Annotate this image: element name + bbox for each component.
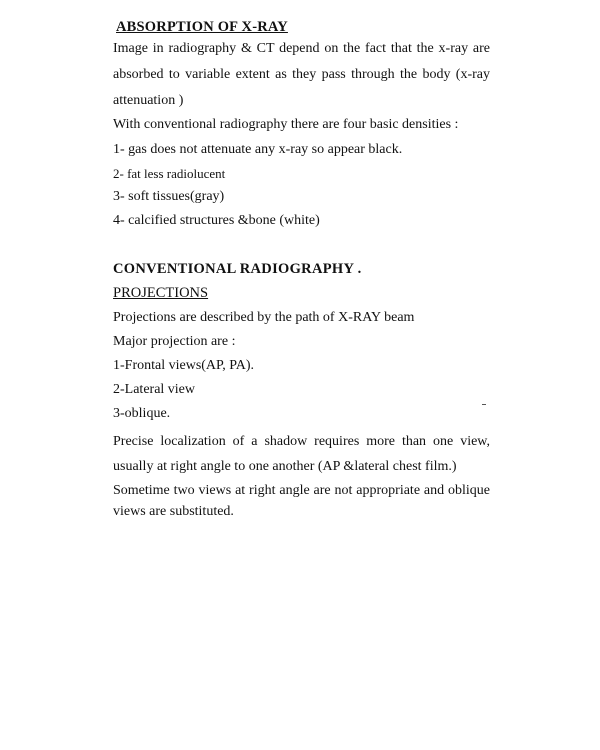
substitution-line-1: Sometime two views at right angle are not appropriate and oblique (113, 483, 490, 498)
projection-item-lateral: 2-Lateral view (113, 382, 196, 397)
intro-line-1: Image in radiography & CT depend on the fact that the x-ray are (113, 41, 490, 56)
section-title-conventional-radiography: CONVENTIONAL RADIOGRAPHY . (113, 261, 362, 277)
substitution-line-2: views are substituted. (113, 504, 234, 519)
projections-description: Projections are described by the path of X-RAY beam (113, 310, 415, 325)
density-item-gas: 1- gas does not attenuate any x-ray so appear black. (113, 142, 403, 157)
major-projection-intro: Major projection are : (113, 334, 236, 349)
intro-line-2: absorbed to variable extent as they pass through the body (x-ray (113, 67, 490, 82)
intro-line-3: attenuation ) (113, 93, 184, 108)
localization-line-2: usually at right angle to one another (AP &lateral chest film.) (113, 459, 457, 474)
section-title-absorption: ABSORPTION OF X-RAY (116, 19, 288, 35)
projection-item-oblique: 3-oblique. (113, 406, 171, 421)
density-item-bone: 4- calcified structures &bone (white) (113, 213, 320, 228)
section-subtitle-projections: PROJECTIONS (113, 285, 209, 301)
scan-artifact-mark (482, 404, 486, 405)
density-item-fat: 2- fat less radiolucent (113, 166, 226, 181)
projection-item-frontal: 1-Frontal views(AP, PA). (113, 358, 255, 373)
localization-line-1: Precise localization of a shadow requires more than one view, (113, 434, 490, 449)
density-item-soft-tissue: 3- soft tissues(gray) (113, 189, 225, 204)
densities-intro: With conventional radiography there are four basic densities : (113, 117, 459, 132)
